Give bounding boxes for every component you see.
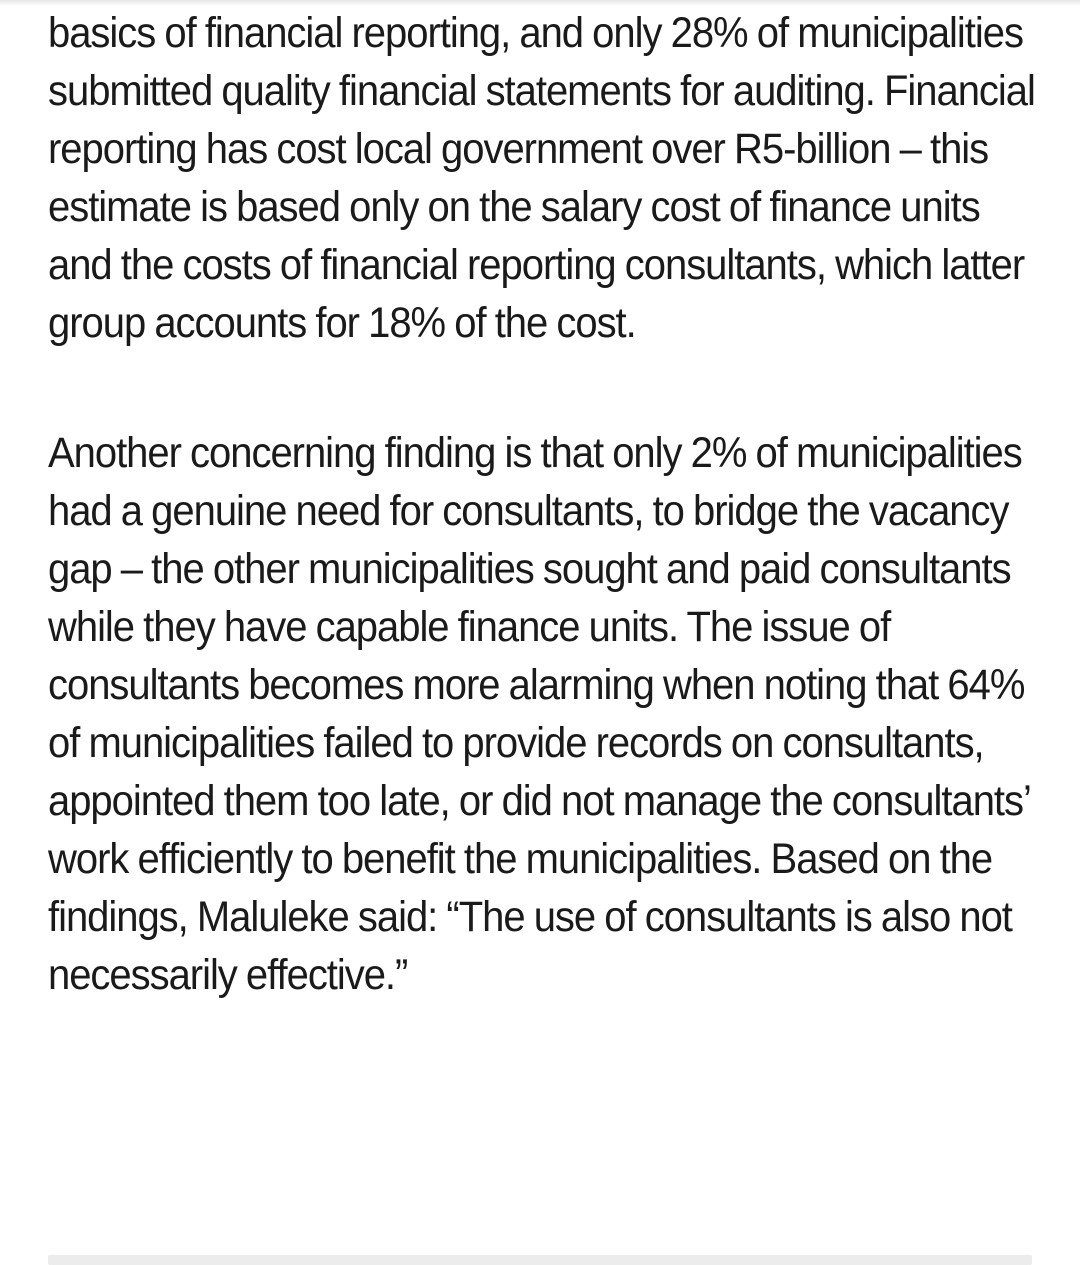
article-paragraph-2: Another concerning finding is that only 2% of municipalities had a genuine need for consultants, to bridge the vacancy gap – the other municipalities sought and paid consultants while they have capable finance units. The issue of consultants becomes more alarming when noting that 64% of municipalities failed to provide records on consultants, appointed them too late, or did not manage the consultants’ work efficiently to benefit the municipalities. Based on the findings, Maluleke said: “The use of consultants is also not necessarily effective.” — [48, 429, 1030, 999]
article-body — [48, 4, 1038, 1004]
bottom-divider-bar — [48, 1255, 1032, 1265]
article-paragraph-1: basics of financial reporting, and only 28% of municipalities submitted quality financial statements for auditing. Financial reporting has cost local government over R5-billion – this estimate is based only on the salary cost of finance units and the costs of financial reporting consultants, which latter group accounts for 18% of the cost. — [48, 9, 1035, 347]
